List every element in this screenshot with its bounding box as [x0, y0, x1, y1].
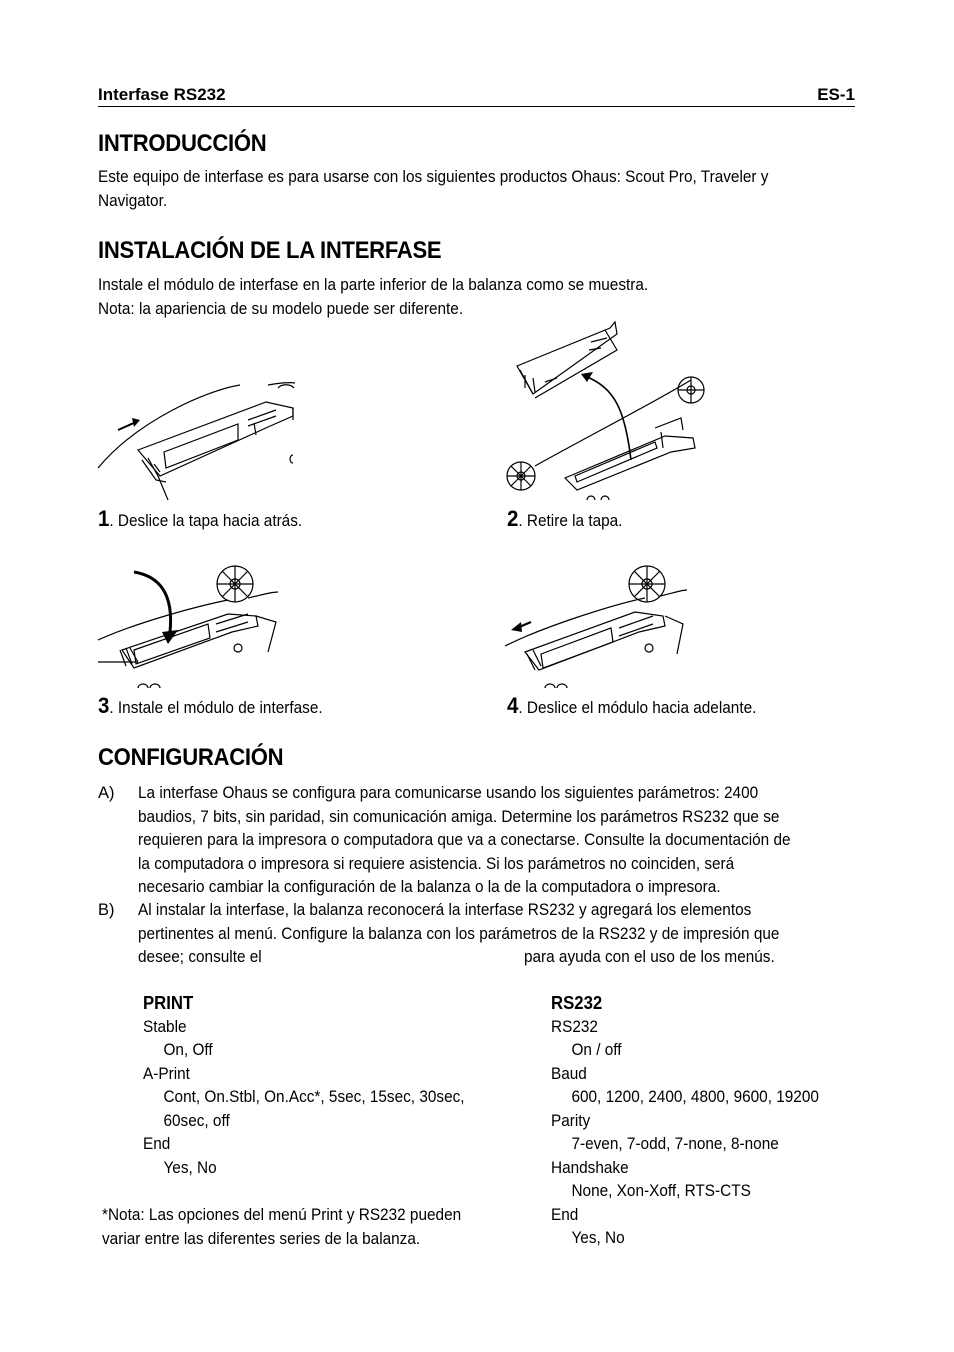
menu-option: Yes, No	[163, 1158, 217, 1177]
item-line: pertinentes al menú. Configure la balanza con los parámetros de la RS232 y de impresión que	[138, 924, 780, 943]
menu-item: A-Print	[143, 1064, 190, 1083]
footnote-line: *Nota: Las opciones del menú Print y RS232 pueden	[102, 1206, 462, 1224]
step-text: . Retire la tapa.	[518, 512, 623, 530]
print-menu	[143, 992, 515, 1180]
print-menu-title: PRINT	[143, 993, 194, 1013]
figure-slide-module-forward	[505, 562, 690, 692]
intro-line: Este equipo de interfase es para usarse con los siguientes productos Ohaus: Scout Pro, Traveler y	[98, 168, 769, 186]
item-line-right: para ayuda con el uso de los menús.	[523, 948, 775, 966]
step-caption-2	[507, 506, 622, 532]
menu-item: Stable	[143, 1017, 187, 1036]
item-line: baudios, 7 bits, sin paridad, sin comunicación amiga. Determine los parámetros RS232 que se	[138, 807, 780, 826]
step-text: . Instale el módulo de interfase.	[109, 699, 323, 717]
item-line-split	[138, 946, 845, 970]
step-caption-3	[98, 693, 323, 719]
item-label: B)	[98, 901, 115, 919]
page-header	[98, 84, 855, 107]
intro-paragraph	[98, 166, 842, 213]
footnote	[102, 1204, 493, 1251]
item-line: requieren para la impresora o computadora que va a conectarse. Consulte la documentación de	[138, 831, 791, 849]
menu-option: None, Xon-Xoff, RTS-CTS	[571, 1182, 751, 1200]
step-number: 2	[507, 506, 519, 531]
install-line: Instale el módulo de interfase en la parte inferior de la balanza como se muestra.	[98, 276, 649, 294]
config-item-b	[98, 899, 858, 971]
item-text	[138, 899, 845, 970]
menu-option: 60sec, off	[163, 1111, 230, 1130]
install-note: Nota: la apariencia de su modelo puede ser diferente.	[98, 299, 464, 318]
rs232-menu-title: RS232	[551, 993, 603, 1013]
section-title-config: CONFIGURACIÓN	[98, 744, 284, 771]
item-line: la computadora o impresora si requiere asistencia. Si los parámetros no coinciden, será	[138, 854, 735, 873]
item-label: A)	[98, 784, 115, 802]
page-number: ES-1	[817, 85, 855, 104]
menu-option: On, Off	[163, 1041, 213, 1059]
item-line: Al instalar la interfase, la balanza reconocerá la interfase RS232 y agregará los elementos	[138, 901, 752, 919]
menu-item: Handshake	[551, 1158, 629, 1177]
item-line-left: desee; consulte el	[138, 948, 262, 966]
step-text: . Deslice la tapa hacia atrás.	[109, 512, 303, 530]
menu-item: Baud	[551, 1064, 587, 1083]
figure-install-module	[98, 562, 283, 692]
header-title: Interfase RS232	[98, 85, 226, 104]
menu-item: RS232	[551, 1017, 598, 1036]
menu-item: Parity	[551, 1111, 591, 1130]
section-title-install: INSTALACIÓN DE LA INTERFASE	[98, 237, 442, 264]
item-line: La interfase Ohaus se configura para comunicarse usando los siguientes parámetros: 2400	[138, 784, 759, 802]
menu-option: 600, 1200, 2400, 4800, 9600, 19200	[571, 1088, 819, 1106]
step-text: . Deslice el módulo hacia adelante.	[518, 699, 757, 717]
menu-option: Yes, No	[571, 1229, 625, 1247]
step-number: 4	[507, 693, 519, 718]
menu-option: On / off	[571, 1041, 622, 1059]
menu-option: Cont, On.Stbl, On.Acc*, 5sec, 15sec, 30sec,	[163, 1088, 465, 1106]
intro-line: Navigator.	[98, 191, 168, 210]
figure-slide-cover-back	[98, 380, 298, 500]
install-paragraph	[98, 274, 842, 321]
step-number: 1	[98, 506, 110, 531]
item-line: necesario cambiar la configuración de la balanza o la de la computadora o impresora.	[138, 878, 721, 896]
footnote-line: variar entre las diferentes series de la balanza.	[102, 1229, 421, 1248]
config-item-a	[98, 782, 858, 900]
step-number: 3	[98, 693, 110, 718]
rs232-menu	[551, 992, 858, 1251]
section-title-intro: INTRODUCCIÓN	[98, 130, 267, 157]
step-caption-4	[507, 693, 756, 719]
step-caption-1	[98, 506, 302, 532]
menu-option: 7-even, 7-odd, 7-none, 8-none	[571, 1135, 779, 1153]
item-text	[138, 782, 845, 900]
menu-item: End	[143, 1135, 171, 1153]
menu-item: End	[551, 1205, 579, 1224]
figure-remove-cover	[505, 320, 700, 502]
